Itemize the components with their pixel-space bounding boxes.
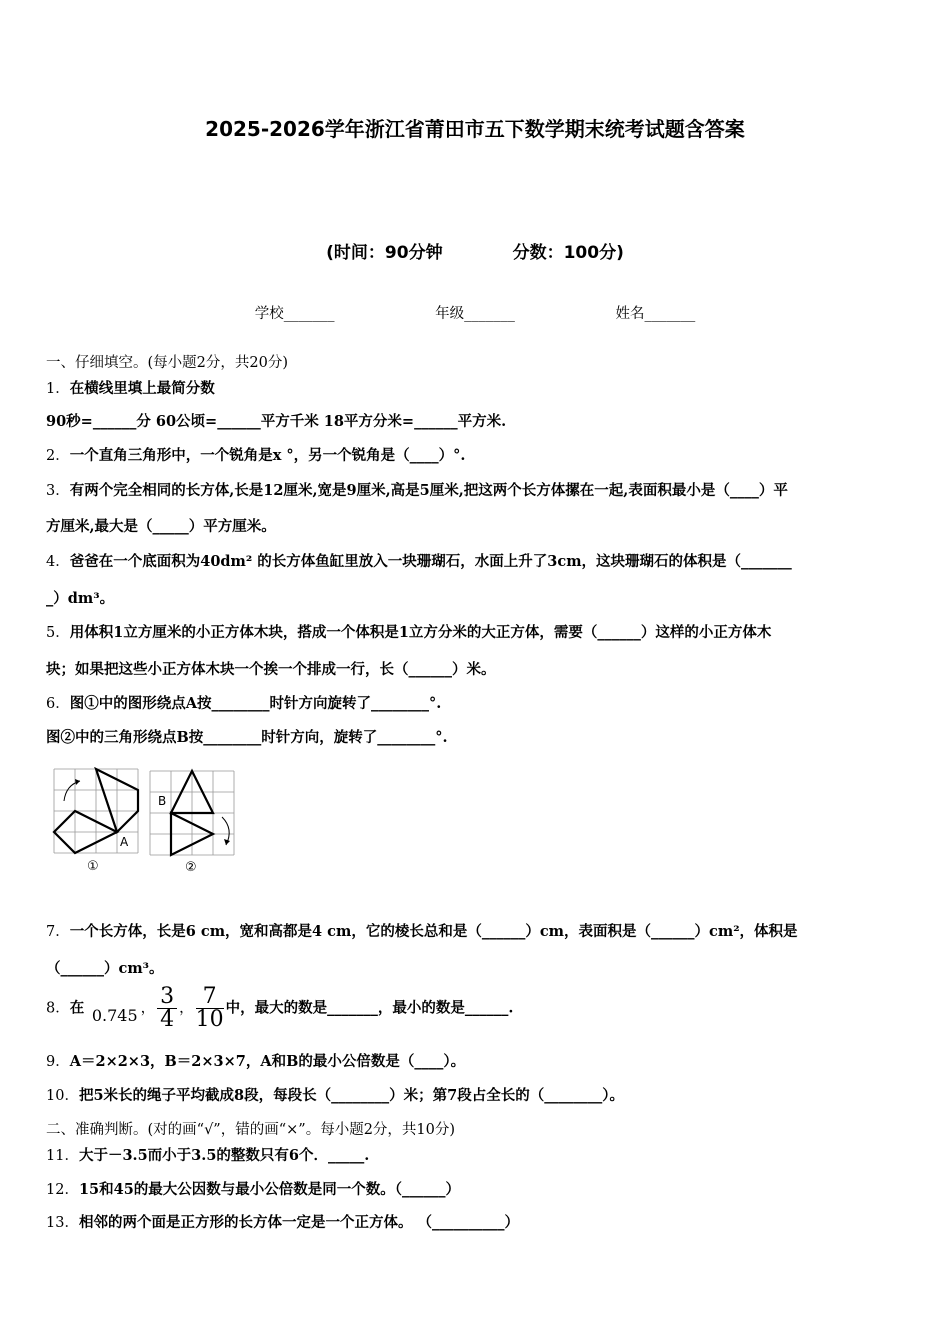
figure-1-rotation-arrow <box>64 781 80 801</box>
q3-text: 有两个完全相同的长方体,长是12厘米,宽是9厘米,高是5厘米,把这两个长方体摞在一起,表面积最小是（____）平 <box>69 482 788 499</box>
q6-text: 图①中的图形绕点A按________时针方向旋转了________°. <box>69 695 442 712</box>
q8-pre: 在 <box>69 999 85 1017</box>
question-3 <box>46 479 788 500</box>
q8-post: 中，最大的数是_______，最小的数是______. <box>225 999 514 1017</box>
q3-line2: 方厘米,最大是（_____）平方厘米。 <box>46 518 276 535</box>
q12-text: 15和45的最大公因数与最小公倍数是同一个数。（______） <box>78 1181 461 1198</box>
question-8: 8．在 0.745 ， $\frac{3}{4}$ ， $\frac{7}{10}$ 中，最大的数是_______，最小的数是______. <box>46 984 514 1032</box>
q10-number: 10． <box>46 1088 79 1104</box>
q7-number: 7． <box>46 924 70 940</box>
q11-text: 大于－3.5而小于3.5的整数只有6个．_____. <box>78 1147 370 1164</box>
question-10 <box>46 1084 624 1105</box>
q7-line2: （______）cm³。 <box>46 960 164 977</box>
score-label: 分数：100分) <box>512 243 624 263</box>
grade-field: 年级_______ <box>435 306 515 322</box>
q3-number: 3． <box>46 483 70 499</box>
question-9 <box>46 1050 465 1071</box>
name-field: 姓名_______ <box>615 306 696 322</box>
question-4 <box>46 550 792 571</box>
q1-text: 在横线里填上最简分数 <box>69 380 215 397</box>
q12-number: 12． <box>46 1182 79 1198</box>
document-title: 2025-2026学年浙江省莆田市五下数学期末统考试题含答案 <box>205 117 745 141</box>
q8-f1-denominator: 4 <box>160 1007 175 1032</box>
q13-number: 13． <box>46 1215 79 1231</box>
rotation-figures <box>50 767 240 877</box>
q10-text: 把5米长的绳子平均截成8段，每段长（________）米；第7段占全长的（________）。 <box>78 1087 624 1104</box>
q9-text: A＝2×2×3，B＝2×3×7，A和B的最小公倍数是（____）。 <box>69 1053 466 1070</box>
q1-number: 1． <box>46 381 70 397</box>
question-11 <box>46 1144 369 1165</box>
question-7 <box>46 920 798 941</box>
question-13 <box>46 1211 519 1232</box>
q8-f2-numerator: 7 <box>196 986 224 1009</box>
exam-subtitle <box>0 238 950 263</box>
q5-line2: 块；如果把这些小正方体木块一个挨一个排成一行，长（______）米。 <box>46 661 496 678</box>
question-2 <box>46 444 465 465</box>
section-2-heading: 二、准确判断。(对的画“√”，错的画“×”。每小题2分，共10分) <box>46 1122 456 1138</box>
q6-number: 6． <box>46 696 70 712</box>
time-label: (时间：90分钟 <box>326 243 443 263</box>
label-1: ① <box>87 859 99 874</box>
figure-1-arrow-head <box>75 779 80 785</box>
q5-number: 5． <box>46 625 70 641</box>
q8-decimal: 0.745 <box>91 1005 138 1025</box>
figure-2-arrow-head <box>224 839 230 845</box>
q6-line2: 图②中的三角形绕点B按________时针方向，旋转了________°. <box>46 729 448 746</box>
q13-text: 相邻的两个面是正方形的长方体一定是一个正方体。 （__________） <box>78 1214 519 1231</box>
q11-number: 11． <box>46 1148 79 1164</box>
label-2: ② <box>185 860 197 875</box>
q4-number: 4． <box>46 554 70 570</box>
q2-text: 一个直角三角形中，一个锐角是x °，另一个锐角是（____）°. <box>69 447 466 464</box>
q4-line2: _）dm³。 <box>46 590 115 607</box>
q8-number: 8． <box>46 1000 70 1017</box>
student-info <box>0 302 950 323</box>
school-field: 学校_______ <box>254 306 335 322</box>
section-1-heading: 一、仔细填空。(每小题2分，共20分) <box>46 355 288 371</box>
question-6 <box>46 692 441 713</box>
q9-number: 9． <box>46 1054 70 1070</box>
q8-fraction-1 <box>157 986 177 1031</box>
q5-text: 用体积1立方厘米的小正方体木块，搭成一个体积是1立方分米的大正方体，需要（______）这样的小正方体木 <box>69 624 772 641</box>
q8-fraction-2 <box>196 986 224 1031</box>
question-5 <box>46 621 771 642</box>
q8-f1-numerator: 3 <box>157 986 177 1009</box>
label-b: B <box>158 794 167 808</box>
q1-line2: 90秒=______分 60公顷=______平方千米 18平方分米=______平方米. <box>46 413 507 430</box>
label-a: A <box>120 835 129 849</box>
q7-text: 一个长方体，长是6 cm，宽和高都是4 cm，它的棱长总和是（______）cm，表面积是（______）cm²，体积是 <box>69 923 798 940</box>
question-1 <box>46 377 215 398</box>
q2-number: 2． <box>46 448 70 464</box>
question-12 <box>46 1178 460 1199</box>
q8-f2-denominator: 10 <box>195 1007 224 1032</box>
q4-text: 爸爸在一个底面积为40dm² 的长方体鱼缸里放入一块珊瑚石，水面上升了3cm，这块珊瑚石的体积是（_______ <box>69 553 792 570</box>
